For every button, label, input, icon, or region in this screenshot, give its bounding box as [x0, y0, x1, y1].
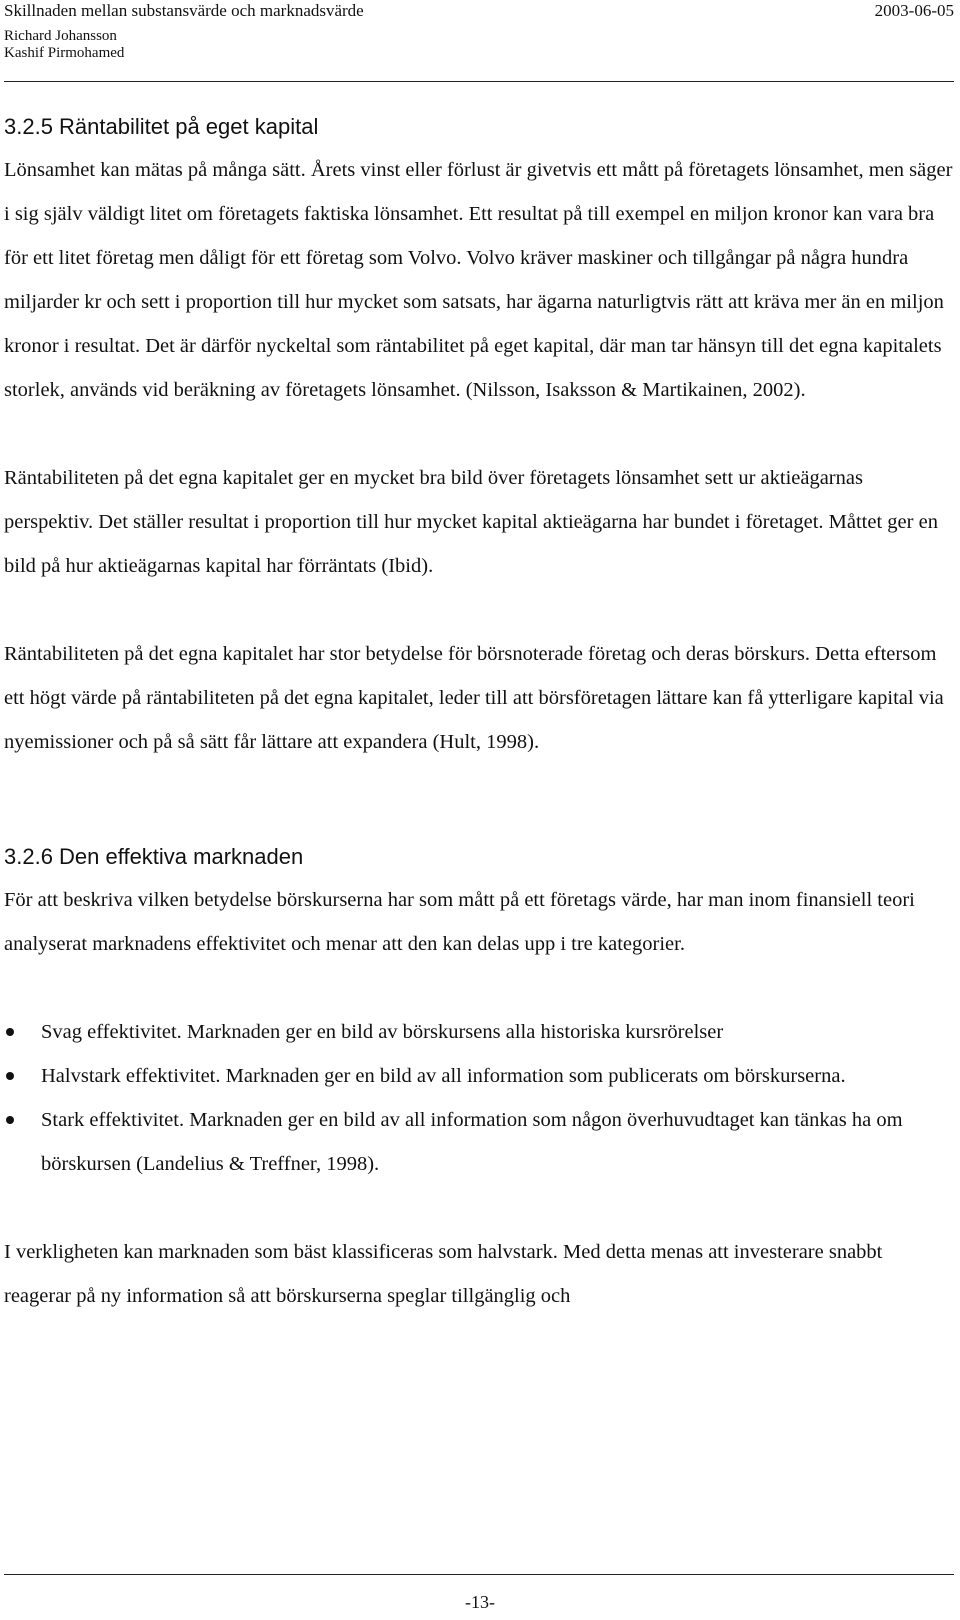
- bullet-icon: [6, 1028, 14, 1036]
- section-heading-3-2-6: 3.2.6 Den effektiva marknaden: [4, 844, 304, 869]
- page-number: -13-: [465, 1592, 495, 1612]
- page-body: [4, 110, 954, 1318]
- list-item-text: Halvstark effektivitet. Marknaden ger en bild av all information som publicerats om börskurserna.: [41, 1065, 846, 1087]
- footer-divider: [4, 1574, 954, 1575]
- paragraph: Räntabiliteten på det egna kapitalet ger en mycket bra bild över företagets lönsamhet sett ur aktieägarnas perspektiv. Det ställer resultat i proportion till hur mycket kapital aktieägarna har bundet i företaget. Måttet ger en bild på hur aktieägarnas kapital har förräntats (Ibid).: [4, 467, 938, 577]
- paragraph: För att beskriva vilken betydelse börskurserna har som mått på ett företags värde, har man inom finansiell teori analyserat marknadens effektivitet och menar att den kan delas upp i tre kategorier.: [4, 889, 915, 955]
- list-item: [4, 1010, 954, 1054]
- list-item: [4, 1098, 954, 1186]
- bullet-icon: [6, 1116, 14, 1124]
- paragraph: Lönsamhet kan mätas på många sätt. Årets vinst eller förlust är givetvis ett mått på företagets lönsamhet, men säger i sig själv väldigt litet om företagets faktiska lönsamhet. Ett resultat på till exempel en miljon kronor kan vara bra för ett litet företag men dåligt för ett företag som Volvo. Volvo kräver maskiner och tillgångar på några hundra miljarder kr och sett i proportion till hur mycket som satsats, har ägarna naturligtvis rätt att kräva mer än en miljon kronor i resultat. Det är därför nyckeltal som räntabilitet på eget kapital, där man tar hänsyn till det egna kapitalets storlek, används vid beräkning av företagets lönsamhet. (Nilsson, Isaksson & Martikainen, 2002).: [4, 159, 953, 401]
- efficiency-list: [4, 1010, 954, 1186]
- header-divider: [4, 81, 954, 82]
- paragraph: I verkligheten kan marknaden som bäst klassificeras som halvstark. Med detta menas att investerare snabbt reagerar på ny information så att börskurserna speglar tillgänglig och: [4, 1241, 883, 1307]
- list-item-text: Stark effektivitet. Marknaden ger en bild av all information som någon överhuvudtaget kan tänkas ha om börskursen (Landelius & Treffner, 1998).: [41, 1109, 903, 1175]
- header-date: 2003-06-05: [874, 1, 954, 20]
- header-title: Skillnaden mellan substansvärde och marknadsvärde: [4, 1, 364, 20]
- paragraph: Räntabiliteten på det egna kapitalet har stor betydelse för börsnoterade företag och deras börskurs. Detta eftersom ett högt värde på räntabiliteten på det egna kapitalet, leder till att börsföretagen lättare kan få ytterligare kapital via nyemissioner och på så sätt får lättare att expandera (Hult, 1998).: [4, 643, 944, 753]
- header-author-2: Kashif Pirmohamed: [4, 45, 125, 61]
- list-item: [4, 1054, 954, 1098]
- bullet-icon: [6, 1072, 14, 1080]
- list-item-text: Svag effektivitet. Marknaden ger en bild av börskursens alla historiska kursrörelser: [41, 1021, 724, 1043]
- header-author-1: Richard Johansson: [4, 28, 117, 44]
- section-heading-3-2-5: 3.2.5 Räntabilitet på eget kapital: [4, 114, 319, 139]
